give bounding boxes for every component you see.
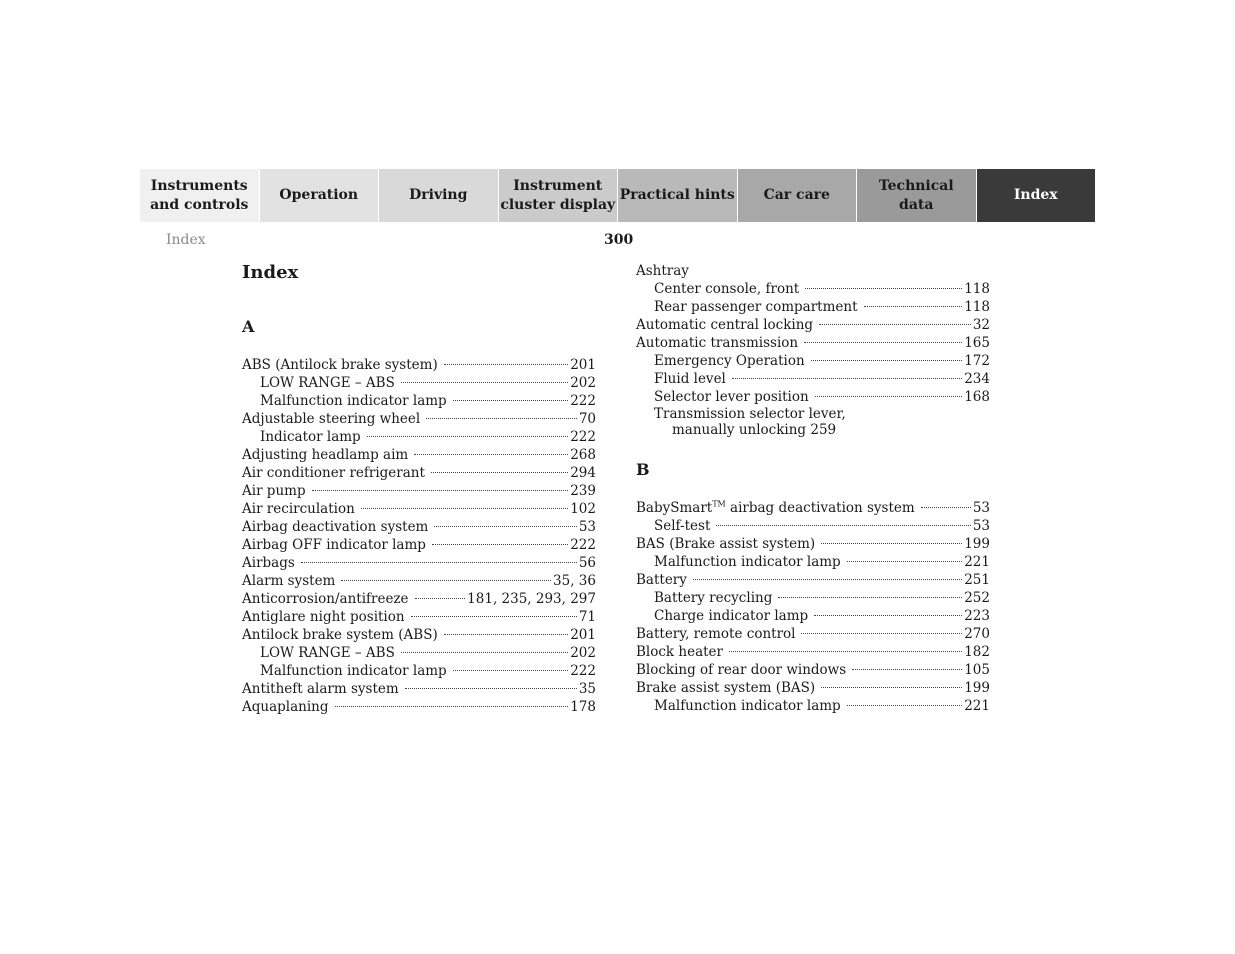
entry-pages: 234 [964,371,990,387]
dot-leader [716,525,970,526]
entry-pages: 199 [964,536,990,552]
index-letter-a: A [242,317,255,336]
dot-leader [453,670,569,671]
dot-leader [426,418,577,419]
dot-leader [444,634,569,635]
section-tab-bar [140,169,1095,222]
entry-term: Malfunction indicator lamp [260,393,447,409]
index-letter-b: B [636,460,650,479]
entry-term: Brake assist system (BAS) [636,680,816,696]
dot-leader [432,544,568,545]
index-subentry[interactable] [636,697,990,715]
entry-term: Air conditioner refrigerant [242,465,425,481]
dot-leader [401,652,568,653]
entry-pages: 202 [570,375,596,391]
index-subentry[interactable] [242,662,596,680]
index-entry[interactable] [242,518,596,536]
index-entry[interactable] [636,535,990,553]
entry-term: Battery, remote control [636,626,796,642]
entry-pages: 181, 235, 293, 297 [467,591,596,607]
index-entry[interactable] [242,590,596,608]
entry-term: Block heater [636,644,723,660]
entry-pages: 202 [570,645,596,661]
tab-driving[interactable]: Driving [379,169,499,222]
dot-leader [804,342,962,343]
entry-term: Fluid level [654,371,726,387]
entry-pages: 239 [570,483,596,499]
entry-term: Malfunction indicator lamp [654,698,841,714]
entry-pages: 199 [964,680,990,696]
entry-term: Aquaplaning [242,699,329,715]
entry-term: Anticorrosion/antifreeze [242,591,409,607]
entry-pages: 294 [570,465,596,481]
entry-pages: 201 [570,357,596,373]
entry-term: BAS (Brake assist system) [636,536,816,552]
entry-term: Automatic transmission [636,335,799,351]
entry-pages: 53 [972,518,990,534]
index-entry[interactable] [242,464,596,482]
entry-pages: 105 [964,662,990,678]
index-subentry[interactable] [242,644,596,662]
entry-term: Air recirculation [242,501,355,517]
trademark-mark: TM [712,499,726,509]
entry-term: Rear passenger compartment [654,299,858,315]
index-entry[interactable] [242,446,596,464]
entry-pages: 102 [570,501,596,517]
entry-pages: 178 [570,699,596,715]
entry-term: Adjusting headlamp aim [242,447,409,463]
index-entry[interactable] [242,554,596,572]
dot-leader [805,288,962,289]
dot-leader [335,706,569,707]
index-subentry[interactable] [636,280,990,298]
entry-pages: 268 [570,447,596,463]
entry-term: Battery [636,572,687,588]
entry-term-line2: manually unlocking 259 [672,422,837,438]
entry-pages: 223 [964,608,990,624]
index-subentry[interactable] [242,392,596,410]
entry-term: Airbag deactivation system [242,519,429,535]
index-entry[interactable] [636,643,990,661]
dot-leader [401,382,568,383]
entry-pages: 35 [578,681,596,697]
babysmart-rest: airbag deactivation system [725,500,915,516]
dot-leader [415,598,466,599]
entry-term: Emergency Operation [654,353,805,369]
index-column-right [636,262,990,715]
dot-leader [414,454,568,455]
index-entry[interactable] [242,680,596,698]
entry-pages: 118 [964,299,990,315]
tab-car-care[interactable]: Car care [738,169,858,222]
entry-pages: 71 [578,609,596,625]
dot-leader [801,633,962,634]
dot-leader [405,688,577,689]
tab-practical-hints[interactable]: Practical hints [618,169,738,222]
entry-term: ABS (Antilock brake system) [242,357,438,373]
entry-term: Malfunction indicator lamp [260,663,447,679]
index-entry[interactable] [636,679,990,697]
entry-term: LOW RANGE – ABS [260,375,395,391]
dot-leader [778,597,962,598]
entry-pages: 70 [578,411,596,427]
entry-term: Blocking of rear door windows [636,662,847,678]
entry-term: Malfunction indicator lamp [654,554,841,570]
index-entry[interactable] [636,316,990,334]
index-subentry[interactable] [636,388,990,406]
entry-term: Antilock brake system (ABS) [242,627,438,643]
index-entry[interactable] [636,661,990,679]
index-subentry[interactable] [636,607,990,625]
index-subentry[interactable] [636,298,990,316]
dot-leader [921,507,971,508]
entry-term: Alarm system [242,573,336,589]
dot-leader [847,705,963,706]
page-title: Index [242,262,299,283]
entry-term: Battery recycling [654,590,773,606]
index-entry[interactable] [242,698,596,716]
entry-pages: 182 [964,644,990,660]
entry-term: Automatic central locking [636,317,814,333]
entry-term: Charge indicator lamp [654,608,809,624]
dot-leader [434,526,576,527]
index-column-left [242,315,596,716]
dot-leader [367,436,569,437]
index-subentry[interactable] [636,553,990,571]
dot-leader [852,669,962,670]
tab-instruments-and-controls[interactable]: Instruments and controls [140,169,260,222]
entry-pages: 118 [964,281,990,297]
tab-operation[interactable]: Operation [260,169,380,222]
dot-leader [819,324,971,325]
index-subentry-wrapped[interactable] [636,406,990,438]
index-entry[interactable] [242,356,596,374]
section-label: Index [166,232,206,248]
index-entry[interactable] [242,536,596,554]
index-subentry[interactable] [242,374,596,392]
dot-leader [732,378,962,379]
entry-term-line1: Transmission selector lever, [654,406,846,422]
entry-term: Airbags [242,555,295,571]
entry-term: Antiglare night position [242,609,405,625]
index-entry[interactable] [636,499,990,517]
entry-pages: 165 [964,335,990,351]
entry-pages: 53 [972,500,990,516]
entry-term: Indicator lamp [260,429,361,445]
dot-leader [444,364,569,365]
index-entry[interactable] [636,625,990,643]
entry-term: LOW RANGE – ABS [260,645,395,661]
index-entry[interactable] [242,410,596,428]
entry-term: Center console, front [654,281,800,297]
entry-pages: 35, 36 [553,573,596,589]
dot-leader [814,615,962,616]
entry-pages: 252 [964,590,990,606]
dot-leader [847,561,963,562]
index-entry[interactable] [242,626,596,644]
dot-leader [411,616,577,617]
entry-pages: 222 [570,663,596,679]
dot-leader [301,562,577,563]
index-entry[interactable] [636,571,990,589]
dot-leader [821,687,962,688]
entry-term [636,499,915,517]
entry-pages: 221 [964,698,990,714]
entry-term: Airbag OFF indicator lamp [242,537,426,553]
entry-term: Adjustable steering wheel [242,411,421,427]
index-entry[interactable] [242,500,596,518]
dot-leader [811,360,963,361]
index-subentry[interactable] [636,370,990,388]
entry-pages: 53 [578,519,596,535]
dot-leader [361,508,568,509]
dot-leader [815,396,963,397]
entry-pages: 222 [570,537,596,553]
page-number: 300 [604,232,634,248]
dot-leader [312,490,569,491]
babysmart-name: BabySmart [636,500,713,516]
dot-leader [729,651,962,652]
dot-leader [864,306,963,307]
index-entry[interactable] [636,334,990,352]
entry-pages: 251 [964,572,990,588]
index-entry[interactable] [242,608,596,626]
entry-pages: 222 [570,429,596,445]
entry-term: Air pump [242,483,306,499]
entry-pages: 221 [964,554,990,570]
entry-pages: 172 [964,353,990,369]
index-subentry[interactable] [636,589,990,607]
entry-pages: 201 [570,627,596,643]
dot-leader [341,580,551,581]
entry-pages: 222 [570,393,596,409]
index-subentry[interactable] [636,352,990,370]
entry-term: Selector lever position [654,389,809,405]
dot-leader [693,579,962,580]
entry-term: Self-test [654,518,711,534]
tab-index[interactable]: Index [977,169,1096,222]
dot-leader [821,543,962,544]
entry-term: Antitheft alarm system [242,681,399,697]
index-entry[interactable] [242,572,596,590]
dot-leader [431,472,568,473]
dot-leader [453,400,569,401]
entry-pages: 32 [972,317,990,333]
entry-pages: 56 [578,555,596,571]
entry-pages: 270 [964,626,990,642]
index-subentry[interactable] [242,428,596,446]
index-entry-heading[interactable]: Ashtray [636,263,689,279]
tab-technical-data[interactable]: Technical data [857,169,977,222]
entry-pages: 168 [964,389,990,405]
index-entry[interactable] [242,482,596,500]
tab-instrument-cluster-display[interactable]: Instrument cluster display [499,169,619,222]
index-subentry[interactable] [636,517,990,535]
